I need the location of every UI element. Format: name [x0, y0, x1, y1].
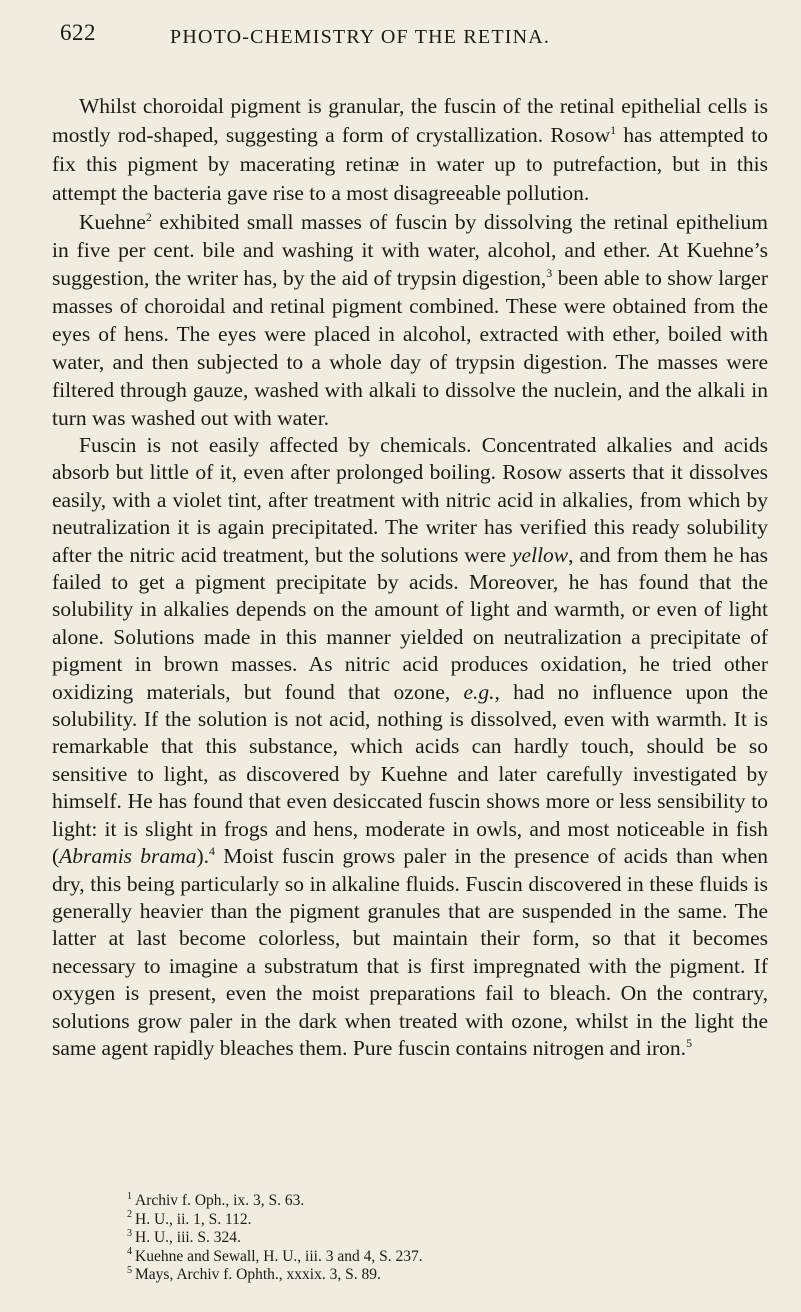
paragraph-fuscin-chemistry: [52, 432, 768, 1062]
footnote-reference: 3: [546, 265, 553, 280]
text-run: Fuscin is not easily affected by chemicals. Concentrated alkalies and acids absorb but little of it, even after prolonged boiling. Rosow asserts that it dissolves easily, with a violet tint, after treatment with nitric acid in alkalies, from which by neutralization it is again precipitated. The writer has verified this ready solubility after the nitric acid treatment, but the solutions were: [52, 433, 768, 567]
text-run: Whilst choroidal pigment is granular, the fuscin of the retinal epithelial cells is mostly rod-shaped, suggesting a form of crystallization. Rosow: [52, 94, 768, 147]
footnote-text: H. U., ii. 1, S. 112.: [135, 1210, 252, 1228]
text-run: exhibited small masses of fuscin by dissolving the retinal epithelium in five per cent. bile and washing it with water, alcohol, and ether. At Kuehne’s suggestion, the writer has, by the aid of trypsin digestion,: [52, 210, 768, 290]
footnote-reference: 2: [145, 209, 152, 224]
footnote-mark: 3: [127, 1227, 132, 1239]
footnotes: [127, 1192, 687, 1285]
body-text: [52, 92, 768, 1062]
footnote-mark: 1: [127, 1190, 132, 1202]
footnote-text: Mays, Archiv f. Ophth., xxxix. 3, S. 89.: [135, 1266, 381, 1283]
text-run: Kuehne: [79, 210, 146, 234]
paragraph-rod-shaped-fuscin: [52, 92, 768, 208]
italic-text: Abramis brama: [59, 844, 197, 869]
footnote: [127, 1192, 687, 1211]
text-run: ).: [196, 844, 209, 869]
footnote-reference: 4: [209, 843, 215, 858]
text-run: , and from them he has failed to get a pigment precipitate by acids. Moreover, he has found that the solubility in alkalies depends on the amount of light and warmth, or even of light alone. Solutions made in this manner yielded on neutralization a precipitate of pigment in brown masses. As nitric acid produces oxidation, he tried other oxidizing materials, but found that ozone,: [52, 542, 768, 704]
page-number: 622: [60, 20, 96, 45]
footnote-mark: 2: [127, 1209, 132, 1221]
footnote-text: Archiv f. Oph., ix. 3, S. 63.: [135, 1192, 305, 1209]
footnote-text: Kuehne and Sewall, H. U., iii. 3 and 4, S. 237.: [135, 1247, 423, 1265]
footnote-text: H. U., iii. S. 324.: [135, 1229, 241, 1246]
text-run: Moist fuscin grows paler in the presence of acids than when dry, this being particularly so in alkaline fluids. Fuscin discovered in these fluids is generally heavier than the pigment granules that are suspended in the same. The latter at last become colorless, but maintain their form, so that it becomes necessary to imagine a substratum that is first impregnated with the pigment. If oxygen is present, even the moist preparations fail to bleach. On the contrary, solutions grow paler in the dark when treated with ozone, whilst in the light the same agent rapidly bleaches them. Pure fuscin contains nitrogen and iron.: [52, 844, 768, 1060]
text-run: been able to show larger masses of choroidal and retinal pigment combined. These were obtained from the eyes of hens. The eyes were placed in alcohol, extracted with ether, boiled with water, and then subjected to a whole day of trypsin digestion. The masses were filtered through gauze, washed with alkali to dissolve the nuclein, and the alkali in turn was washed out with water.: [52, 266, 768, 430]
running-head: PHOTO-CHEMISTRY OF THE RETINA.: [170, 26, 551, 48]
footnote-mark: 5: [127, 1264, 132, 1276]
text-run: has attempted to fix this pigment by macerating retinæ in water up to putrefaction, but in this attempt the bacteria gave rise to a most disagreeable pollution.: [52, 123, 768, 205]
paragraph-trypsin-digestion: [52, 208, 768, 432]
footnote-reference: 5: [686, 1035, 693, 1050]
footnote: [127, 1229, 687, 1248]
text-run: , had no influence upon the solubility. If the solution is not acid, nothing is dissolved, even with warmth. It is remarkable that this substance, which acids can hardly touch, should be so sensitive to light, as discovered by Kuehne and later carefully investigated by himself. He has found that even desiccated fuscin shows more or less sensibility to light: it is slight in frogs and hens, moderate in owls, and most noticeable in fish (: [52, 679, 768, 869]
footnote: [127, 1211, 687, 1230]
footnote: [127, 1248, 687, 1267]
italic-text: e.g.: [463, 679, 495, 704]
footnote-reference: 1: [610, 122, 617, 137]
footnote: [127, 1266, 687, 1285]
italic-text: yellow: [512, 542, 569, 567]
footnote-mark: 4: [127, 1246, 132, 1258]
